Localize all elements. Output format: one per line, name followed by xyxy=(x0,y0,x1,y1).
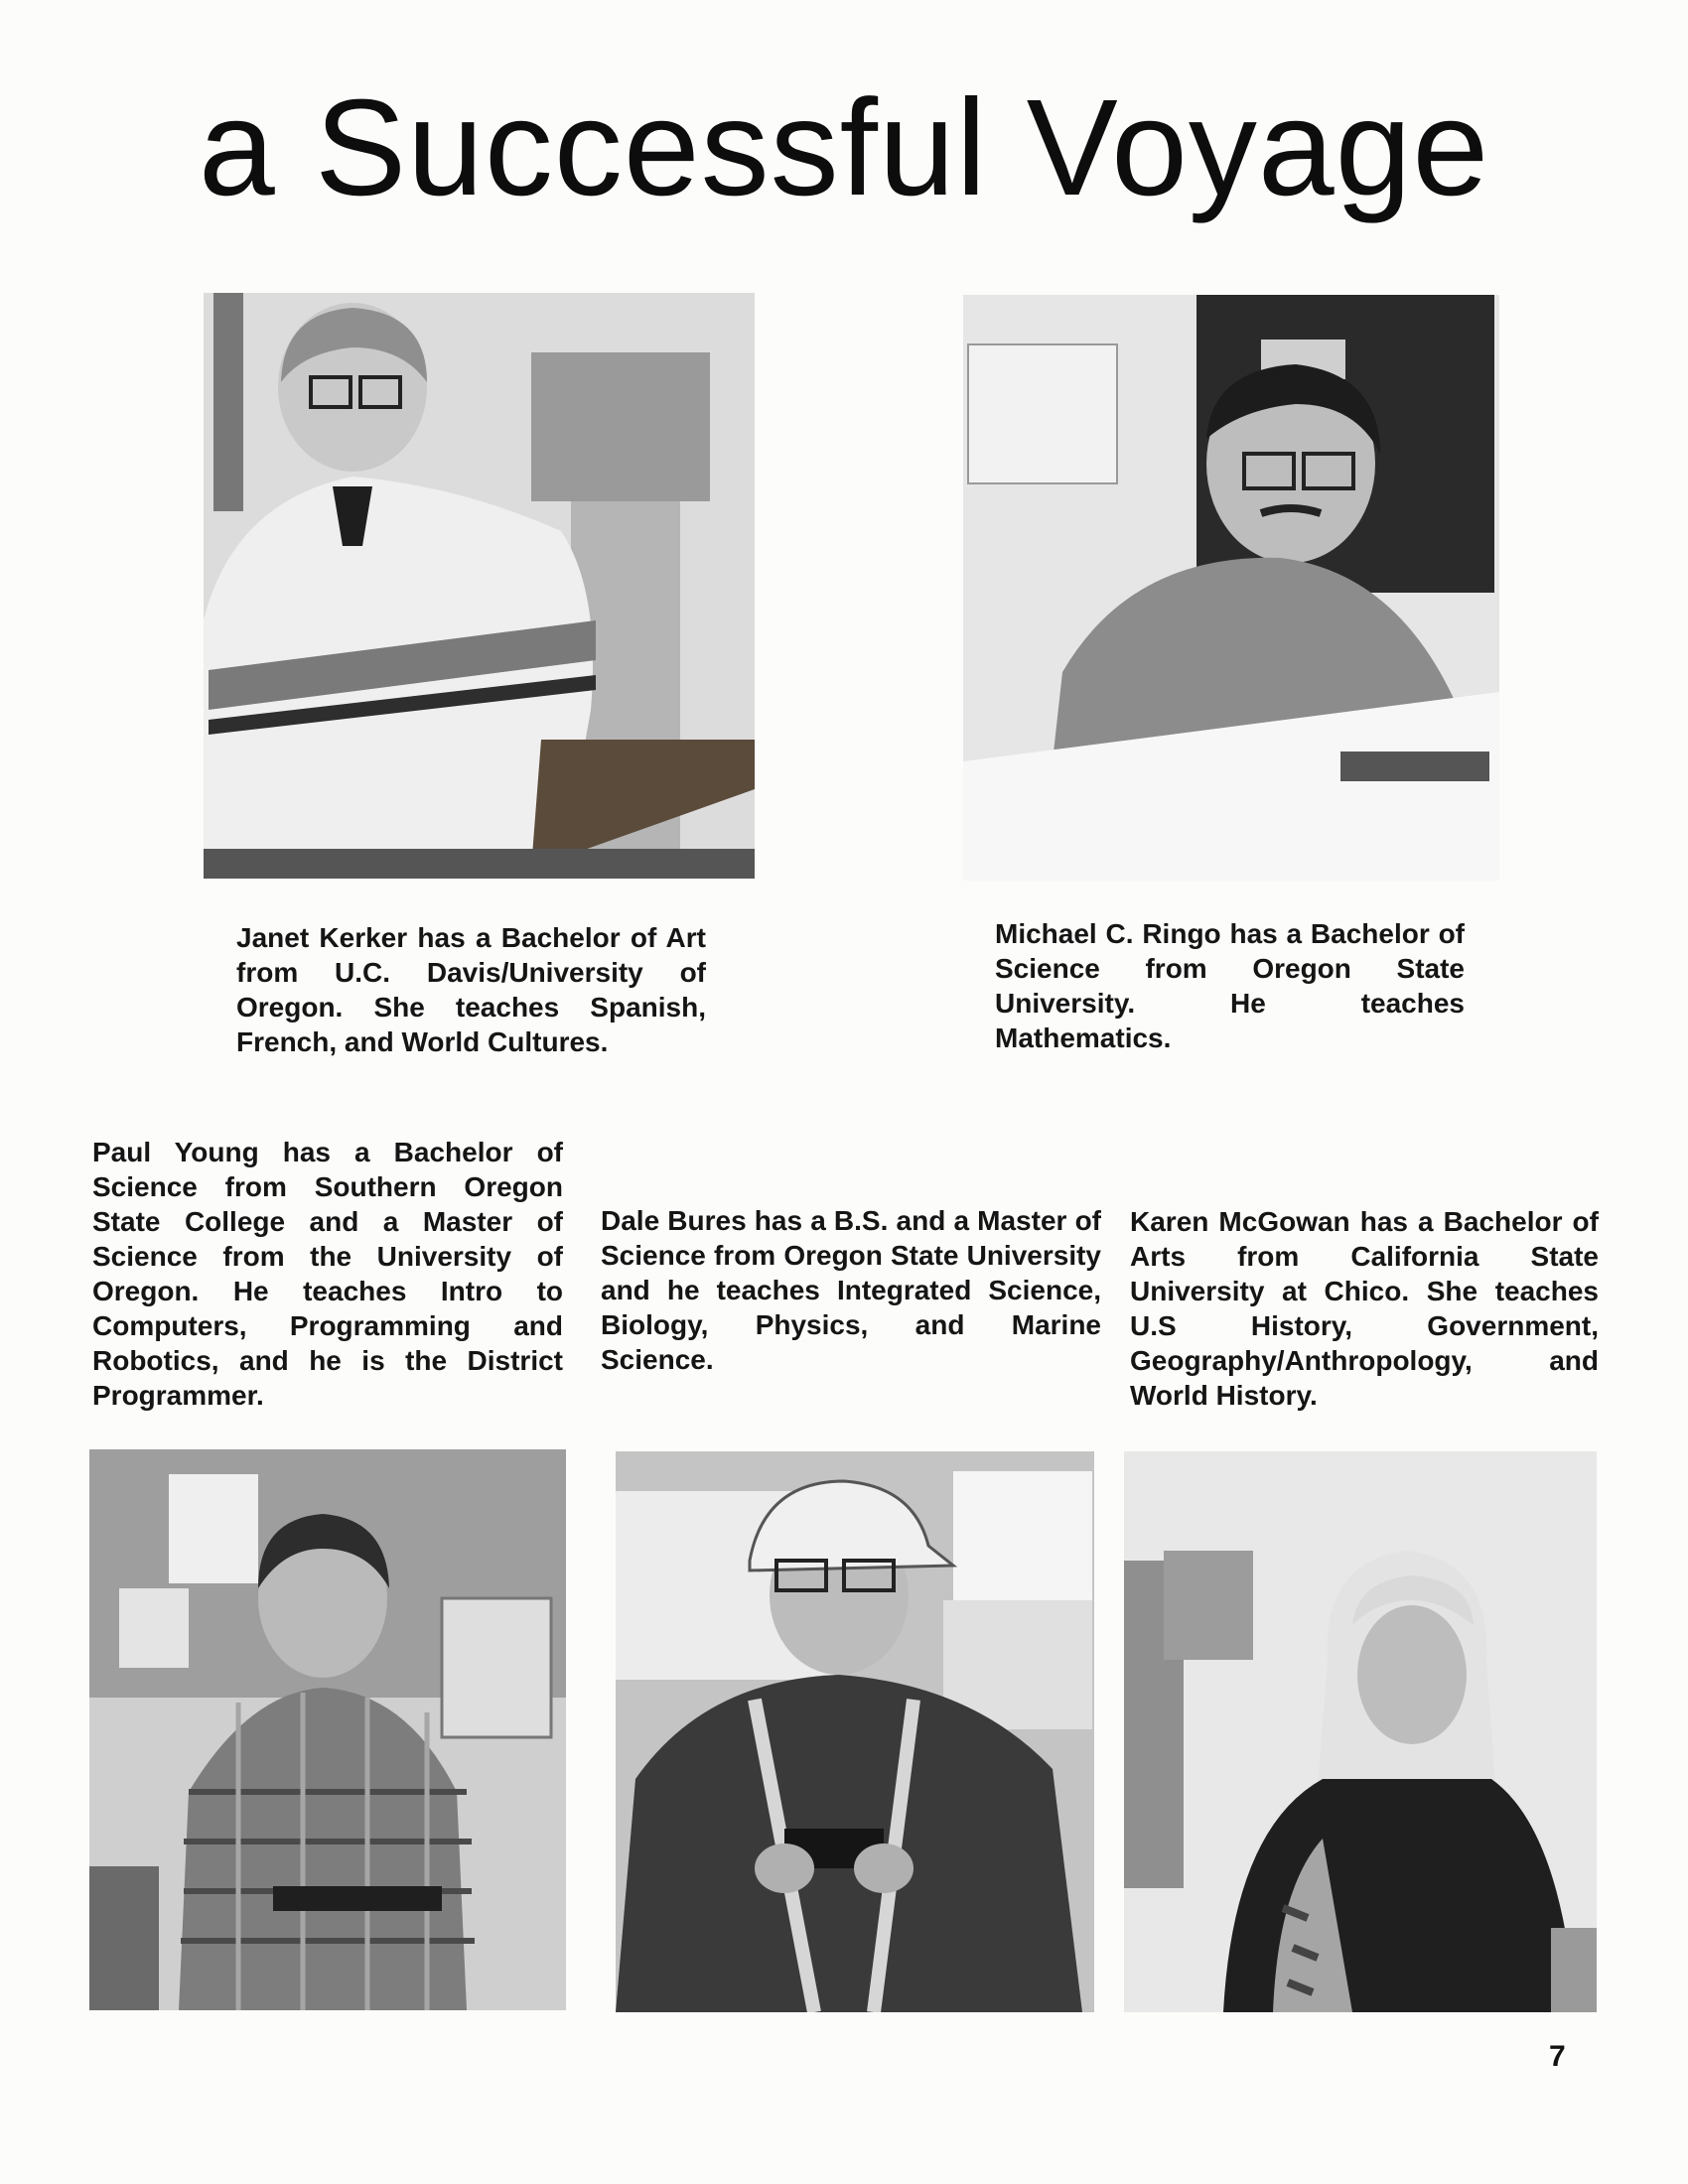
photo-paul-young xyxy=(89,1449,566,2010)
photo-dale-bures xyxy=(616,1451,1094,2012)
caption-michael-ringo: Michael C. Ringo has a Bachelor of Science from Oregon State University. He teaches Mathematics. xyxy=(995,918,1465,1053)
photo-karen-mcgowan xyxy=(1124,1451,1597,2012)
page-number: 7 xyxy=(1549,2040,1566,2073)
caption-dale-bures: Dale Bures has a B.S. and a Master of Science from Oregon State University and he teaches Integrated Science, Biology, Physics, and Marine Science. xyxy=(601,1205,1101,1375)
caption-paul-young: Paul Young has a Bachelor of Science from Southern Oregon State College and a Master of Science from the University of Oregon. He teaches Intro to Computers, Programming and Robotics, and he is the District Programmer. xyxy=(92,1137,563,1411)
photo-janet-kerker xyxy=(204,293,755,879)
caption-janet-kerker: Janet Kerker has a Bachelor of Art from U.C. Davis/University of Oregon. She teaches Spanish, French, and World Cultures. xyxy=(236,922,706,1057)
page-title: a Successful Voyage xyxy=(199,71,1490,224)
caption-karen-mcgowan: Karen McGowan has a Bachelor of Arts from California State University at Chico. She teaches U.S History, Government, Geography/Anthropology, and World History. xyxy=(1130,1206,1599,1411)
photo-michael-ringo xyxy=(963,295,1499,881)
